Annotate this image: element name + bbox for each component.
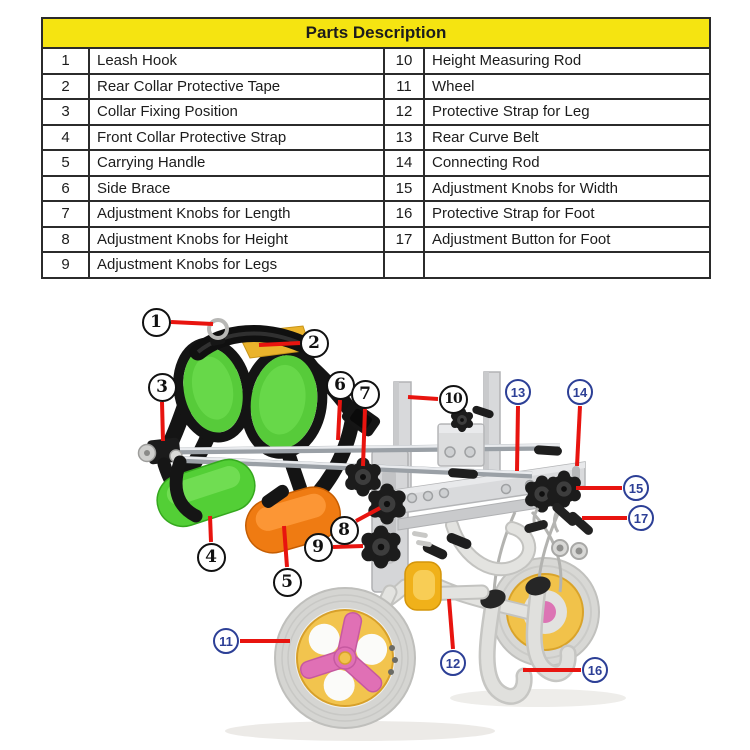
table-row xyxy=(42,252,710,278)
part-name-cell: Rear Curve Belt xyxy=(424,125,710,151)
table-row xyxy=(42,227,710,253)
table-row xyxy=(42,201,710,227)
callout-number-14: 14 xyxy=(567,379,593,405)
table-row xyxy=(42,176,710,202)
callout-number-1: 1 xyxy=(142,308,171,337)
part-number-cell: 3 xyxy=(42,99,89,125)
part-number-cell: 13 xyxy=(384,125,424,151)
callout-number-17: 17 xyxy=(628,505,654,531)
table-row xyxy=(42,99,710,125)
part-name-cell: Adjustment Button for Foot xyxy=(424,227,710,253)
part-number-cell: 15 xyxy=(384,176,424,202)
table-row xyxy=(42,74,710,100)
front-wheel-illustration xyxy=(275,588,415,728)
callout-number-13: 13 xyxy=(505,379,531,405)
callout-number-8: 8 xyxy=(330,516,359,545)
callout-number-12: 12 xyxy=(440,650,466,676)
part-name-cell: Adjustment Knobs for Length xyxy=(89,201,384,227)
table-title: Parts Description xyxy=(42,18,710,48)
callout-number-4: 4 xyxy=(197,543,226,572)
part-number-cell: 5 xyxy=(42,150,89,176)
part-number-cell: 16 xyxy=(384,201,424,227)
part-number-cell: 8 xyxy=(42,227,89,253)
part-number-cell: 1 xyxy=(42,48,89,74)
callout-number-10: 10 xyxy=(439,385,468,414)
part-name-cell: Adjustment Knobs for Height xyxy=(89,227,384,253)
carrying-handle-pad xyxy=(239,481,346,559)
part-number-cell: 7 xyxy=(42,201,89,227)
part-name-cell: Carrying Handle xyxy=(89,150,384,176)
part-name-cell: Leash Hook xyxy=(89,48,384,74)
part-number-cell xyxy=(384,252,424,278)
table-row xyxy=(42,48,710,74)
table-row xyxy=(42,150,710,176)
part-number-cell: 6 xyxy=(42,176,89,202)
part-name-cell: Wheel xyxy=(424,74,710,100)
part-number-cell: 9 xyxy=(42,252,89,278)
part-number-cell: 4 xyxy=(42,125,89,151)
part-number-cell: 2 xyxy=(42,74,89,100)
part-name-cell: Rear Collar Protective Tape xyxy=(89,74,384,100)
callout-number-6: 6 xyxy=(326,371,355,400)
part-name-cell: Protective Strap for Leg xyxy=(424,99,710,125)
part-name-cell: Adjustment Knobs for Legs xyxy=(89,252,384,278)
part-number-cell: 14 xyxy=(384,150,424,176)
callout-number-16: 16 xyxy=(582,657,608,683)
part-name-cell: Front Collar Protective Strap xyxy=(89,125,384,151)
callout-number-2: 2 xyxy=(300,329,329,358)
part-name-cell xyxy=(424,252,710,278)
part-number-cell: 11 xyxy=(384,74,424,100)
part-name-cell: Connecting Rod xyxy=(424,150,710,176)
parts-table-body xyxy=(42,48,710,278)
part-name-cell: Height Measuring Rod xyxy=(424,48,710,74)
dog-wheelchair-photo xyxy=(60,300,710,750)
table-row xyxy=(42,125,710,151)
part-name-cell: Collar Fixing Position xyxy=(89,99,384,125)
callout-number-3: 3 xyxy=(148,373,177,402)
part-name-cell: Adjustment Knobs for Width xyxy=(424,176,710,202)
part-number-cell: 12 xyxy=(384,99,424,125)
callout-number-11: 11 xyxy=(213,628,239,654)
parts-table xyxy=(41,17,711,279)
part-name-cell: Protective Strap for Foot xyxy=(424,201,710,227)
callout-number-9: 9 xyxy=(304,533,333,562)
callout-number-15: 15 xyxy=(623,475,649,501)
part-number-cell: 17 xyxy=(384,227,424,253)
callout-number-5: 5 xyxy=(273,568,302,597)
part-name-cell: Side Brace xyxy=(89,176,384,202)
part-number-cell: 10 xyxy=(384,48,424,74)
callout-number-7: 7 xyxy=(351,380,380,409)
